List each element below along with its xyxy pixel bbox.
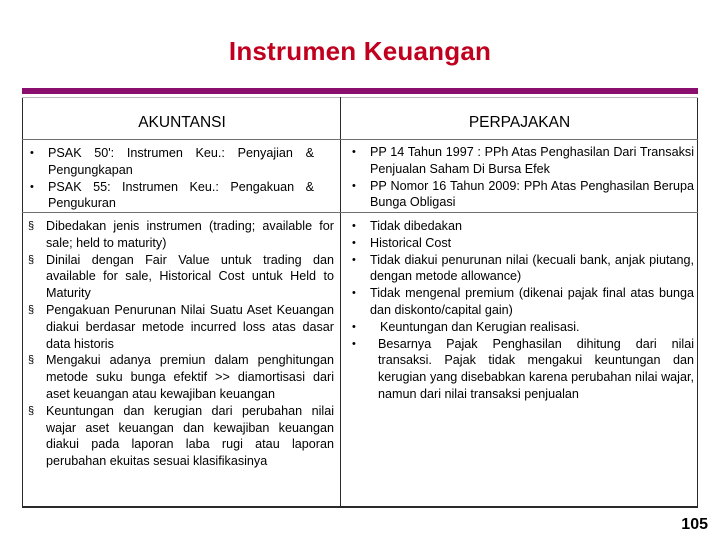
bullet-icon: § [28, 404, 35, 417]
list-item [28, 218, 334, 252]
list-item [352, 144, 694, 178]
list-item-text: Dinilai dengan Fair Value untuk trading dan available for sale, Historical Cost untuk Held to Maturity [46, 252, 334, 301]
bullet-icon: • [30, 180, 34, 193]
table-border-bottom [22, 506, 698, 508]
bullet-icon: • [352, 253, 356, 266]
list-item-text: Tidak mengenal premium (dikenai pajak final atas bunga dan diskonto/capital gain) [370, 286, 694, 317]
left-treatment-list [28, 218, 334, 470]
list-item [30, 179, 314, 213]
right-column-header: PERPAJAKAN [468, 114, 571, 131]
list-item [352, 218, 694, 235]
list-item-text: Tidak diakui penurunan nilai (kecuali bank, anjak piutang, dengan metode allowance) [370, 252, 694, 284]
list-item-text: Tidak dibedakan [370, 219, 462, 233]
bullet-icon: § [28, 354, 35, 367]
bullet-icon: § [28, 253, 35, 266]
bullet-icon: • [352, 287, 356, 300]
slide-title: Instrumen Keuangan [228, 36, 492, 66]
right-treatment-list [352, 218, 694, 403]
list-item-text: Keuntungan dan kerugian dari perubahan nilai wajar aset keuangan dan kewajiban keuangan diakui pada laporan laba rugi atau laporan perubahan ekuitas sesuai klasifikasinya [46, 403, 334, 469]
bullet-icon: • [352, 146, 356, 158]
list-item [352, 235, 694, 252]
bullet-icon: • [352, 220, 356, 232]
column-divider [340, 97, 341, 507]
list-item-text: PP Nomor 16 Tahun 2009: PPh Atas Penghasilan Berupa Bunga Obligasi [370, 178, 694, 210]
list-item-text: Dibedakan jenis instrumen (trading; available for sale; held to maturity) [46, 219, 334, 250]
list-item-text: Keuntungan dan Kerugian realisasi. [380, 319, 580, 334]
bullet-icon: • [352, 179, 356, 192]
list-item [28, 252, 334, 302]
table-border-top [22, 97, 698, 98]
list-item-text: Historical Cost [370, 235, 452, 250]
bullet-icon: § [28, 303, 35, 316]
bullet-icon: • [30, 147, 34, 159]
right-regulations-list [352, 144, 694, 211]
list-item-text: PP 14 Tahun 1997 : PPh Atas Penghasilan Dari Transaksi Penjualan Saham Di Bursa Efek [370, 145, 694, 176]
bullet-icon: • [352, 337, 356, 350]
table-border-left [22, 97, 23, 507]
list-item-text: Pengakuan Penurunan Nilai Suatu Aset Keuangan diakui berdasar metode incurred loss atas dasar data historis [46, 302, 334, 351]
page-number: 105 [681, 516, 708, 533]
bullet-icon: • [352, 320, 356, 333]
list-item [352, 285, 694, 319]
table-border-right [697, 97, 698, 507]
list-item [28, 352, 334, 402]
list-item [352, 336, 694, 403]
list-item [28, 403, 334, 470]
list-item [352, 319, 694, 336]
bullet-icon: § [28, 220, 35, 232]
bullet-icon: • [352, 236, 356, 249]
list-item-text: Besarnya Pajak Penghasilan dihitung dari nilai transaksi. Pajak tidak mengakui keuntungan dan kerugian yang disebabkan karena perubahan nilai wajar, namun dari nilai transaksi penjualan [378, 336, 694, 401]
left-column-header: AKUNTANSI [138, 114, 226, 131]
list-item [352, 178, 694, 212]
list-item [352, 252, 694, 286]
list-item-text: PSAK 50': Instrumen Keu.: Penyajian & Pengungkapan [48, 146, 314, 177]
list-item-text: Mengakui adanya premiun dalam penghitungan metode suku bunga efektif >> diamortisasi dari aset keuangan atau kewajiban keuangan [46, 353, 334, 401]
header-rule [22, 139, 698, 140]
left-standards-list [30, 145, 314, 212]
list-item-text: PSAK 55: Instrumen Keu.: Pengakuan & Pengukuran [48, 179, 314, 211]
list-item [30, 145, 314, 179]
list-item [28, 302, 334, 352]
title-divider [22, 88, 698, 94]
